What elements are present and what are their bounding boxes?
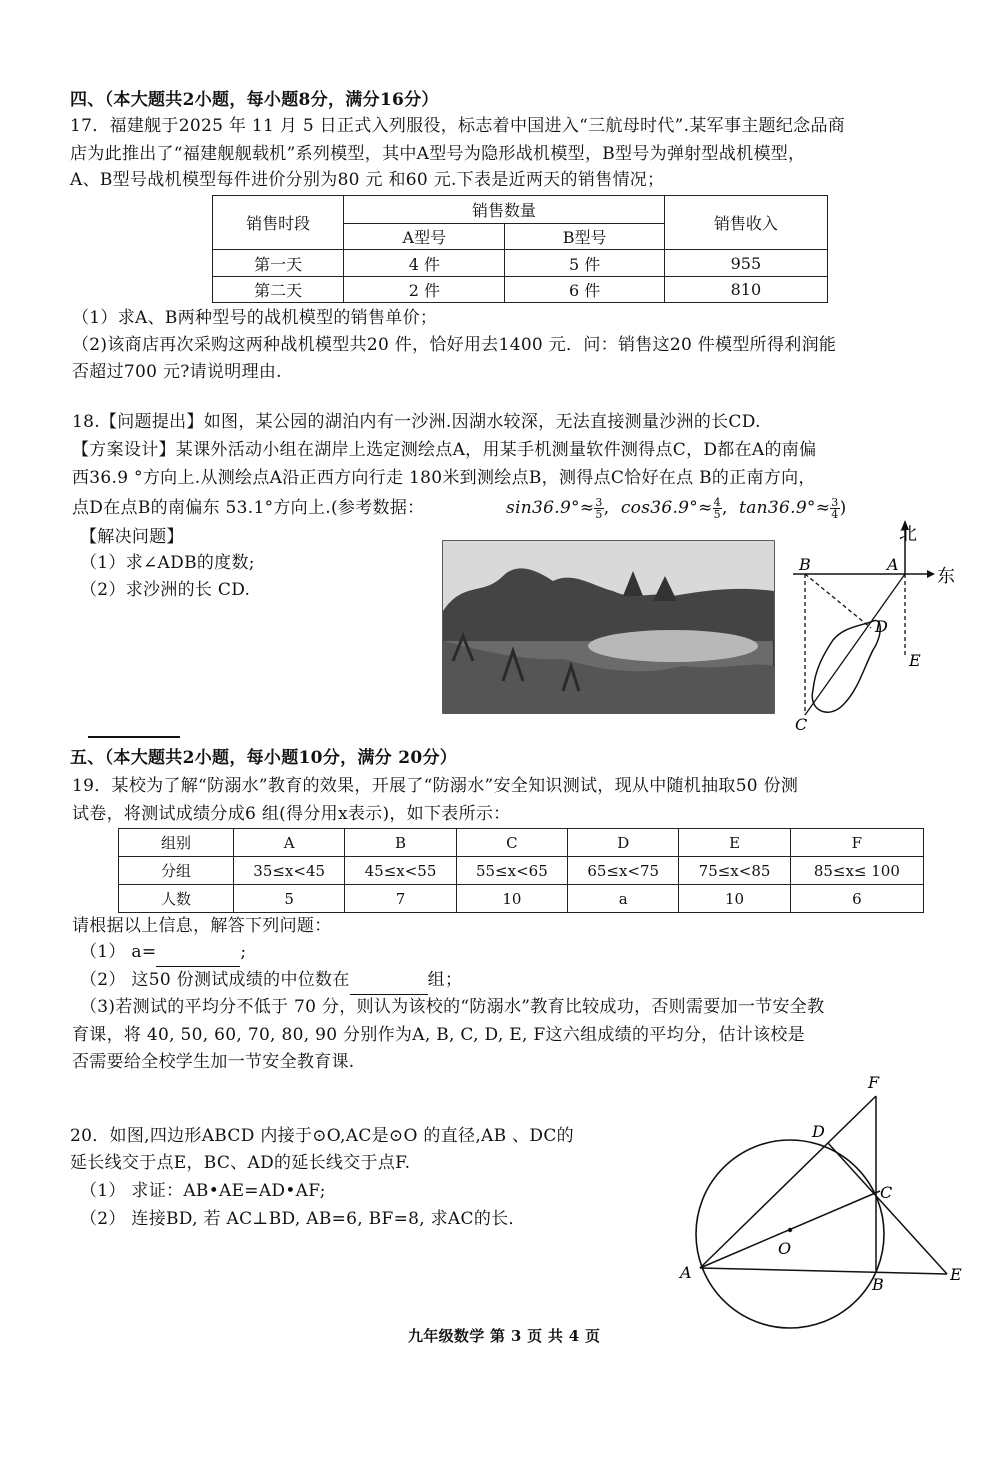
table-cell: 65≤x<75 (568, 857, 679, 885)
point-b-label: B (872, 1275, 884, 1294)
q17-sales-table (212, 195, 828, 303)
q20-line-1: 20．如图,四边形ABCD 内接于⊙O,AC是⊙O 的直径,AB 、DC的 (70, 1126, 574, 1146)
q17-sub-2-line-2: 否超过700 元?请说明理由. (72, 362, 282, 382)
point-a-label: A (887, 555, 899, 574)
table-cell: 第二天 (213, 277, 344, 303)
table-cell: 6 件 (505, 277, 664, 303)
sin-fraction: $\frac{3}{5}$ (595, 496, 603, 521)
section-5-header: 五、（本大题共2小题，每小题10分，满分 20分） (70, 748, 458, 768)
point-d-label: D (875, 617, 888, 636)
answer-blank-median[interactable] (350, 966, 428, 995)
table-row (213, 277, 828, 303)
table-cell: C (456, 829, 567, 857)
table-cell: 55≤x<65 (456, 857, 567, 885)
section-4-header: 四、（本大题共2小题，每小题8分，满分16分） (70, 90, 439, 110)
table-cell: A (234, 829, 345, 857)
table-cell: 6 (790, 885, 923, 913)
q19-score-table (118, 828, 924, 913)
table-row (119, 829, 924, 857)
q19-line-2: 试卷，将测试成绩分成6 组(得分用x表示)，如下表所示： (72, 804, 511, 824)
q20-sub-2: （2） 连接BD, 若 AC⊥BD, AB=6, BF=8, 求AC的长． (80, 1209, 526, 1229)
q19-sub-3-line-2: 育课，将 40, 50, 60, 70, 80, 90 分别作为A, B, C, D, E, F这六组成绩的平均分，估计该校是 (72, 1025, 805, 1045)
point-b-label: B (799, 555, 811, 574)
east-arrow (927, 570, 935, 578)
lake-photo (443, 541, 774, 713)
line-de (828, 1143, 947, 1274)
table-cell: a (568, 885, 679, 913)
point-a-label: A (680, 1263, 692, 1282)
divider (88, 736, 180, 738)
table-header-model-b: B型号 (505, 224, 664, 250)
east-label: 东 (937, 566, 955, 587)
q18-line-4: 点D在点B的南偏东 53.1°方向上.(参考数据： (72, 498, 425, 518)
table-cell: D (568, 829, 679, 857)
q19-sub-3-line-3: 否需要给全校学生加一节安全教育课. (72, 1052, 355, 1072)
table-row (119, 885, 924, 913)
point-f-label: F (868, 1073, 880, 1092)
line-bd (805, 574, 871, 628)
table-row-label: 人数 (119, 885, 234, 913)
q17-sub-1: （1）求A、B两种型号的战机模型的销售单价； (72, 308, 438, 328)
table-cell: 7 (345, 885, 456, 913)
q18-solve-header: 【解决问题】 (80, 527, 184, 547)
q18-reference-data: sin36.9°≈ $\frac{3}{5}$ , cos36.9°≈ $\frac{4}{5}$ , tan36.9°≈ $\frac{3}{4}$ ) (506, 496, 847, 521)
sin-label: sin36.9°≈ (506, 498, 595, 518)
tan-label: tan36.9°≈ (739, 498, 831, 518)
center-point (788, 1228, 792, 1232)
q18-sub-2: （2）求沙洲的长 CD. (80, 580, 251, 600)
table-header-revenue: 销售收入 (664, 196, 827, 250)
table-row-label: 分组 (119, 857, 234, 885)
q19-sub-3-line-1: （3)若测试的平均分不低于 70 分，则认为该校的“防溺水”教育比较成功，否则需要加一节安全教 (80, 997, 825, 1017)
answer-blank-a[interactable] (156, 938, 240, 967)
table-row-label: 组别 (119, 829, 234, 857)
point-c-label: C (795, 715, 808, 734)
table-cell: 第一天 (213, 250, 344, 277)
q18-line-2: 【方案设计】某课外活动小组在湖岸上选定测绘点A，用某手机测量软件测得点C，D都在A的南偏 (72, 440, 817, 460)
point-e-label: E (950, 1265, 962, 1284)
table-cell: 2 件 (344, 277, 505, 303)
line-ae (700, 1268, 947, 1274)
table-cell: 4 件 (344, 250, 505, 277)
table-cell: 45≤x<55 (345, 857, 456, 885)
q17-sub-2-line-1: （2)该商店再次采购这两种战机模型共20 件，恰好用去1400 元．问：销售这20 件模型所得利润能 (72, 335, 837, 355)
north-label: 北 (899, 524, 917, 545)
table-row (119, 857, 924, 885)
q19-line-1: 19．某校为了解“防溺水”教育的效果，开展了“防溺水”安全知识测试，现从中随机抽取50 份测 (72, 776, 799, 796)
table-cell: E (679, 829, 790, 857)
q17-line-3: A、B型号战机模型每件进价分别为80 元 和60 元.下表是近两天的销售情况； (70, 170, 665, 190)
q17-line-2: 店为此推出了“福建舰舰载机”系列模型，其中A型号为隐形战机模型，B型号为弹射型战机模型， (70, 144, 806, 164)
table-cell: 35≤x<45 (234, 857, 345, 885)
q18-direction-diagram (783, 510, 953, 740)
line-ac (805, 574, 905, 715)
table-cell: 10 (679, 885, 790, 913)
table-cell: F (790, 829, 923, 857)
q19-sub-1: （1） a= ; (80, 938, 246, 967)
point-d-label: D (812, 1122, 825, 1141)
q18-sub-1: （1）求∠ADB的度数; (80, 553, 255, 573)
table-cell: 75≤x<85 (679, 857, 790, 885)
q20-sub-1: （1） 求证：AB•AE=AD•AF; (80, 1181, 326, 1201)
point-e-label: E (909, 651, 921, 670)
table-cell: 5 件 (505, 250, 664, 277)
cos-label: cos36.9°≈ (620, 498, 713, 518)
table-cell: B (345, 829, 456, 857)
point-o-label: O (778, 1239, 792, 1258)
point-c-label: C (880, 1183, 893, 1202)
q18-line-1: 18.【问题提出】如图，某公园的湖泊内有一沙洲.因湖水较深，无法直接测量沙洲的长CD. (72, 412, 761, 432)
q19-prompt: 请根据以上信息，解答下列问题： (72, 916, 332, 936)
page-footer: 九年级数学 第 3 页 共 4 页 (408, 1327, 601, 1345)
q20-line-2: 延长线交于点E，BC、AD的延长线交于点F. (70, 1153, 411, 1173)
table-header-quantity: 销售数量 (344, 196, 665, 224)
sandbar-outline (812, 621, 880, 713)
circle-o (696, 1140, 884, 1328)
table-cell: 85≤x≤ 100 (790, 857, 923, 885)
table-cell: 955 (664, 250, 827, 277)
table-row (213, 250, 828, 277)
table-cell: 10 (456, 885, 567, 913)
q19-sub-2: （2） 这50 份测试成绩的中位数在 组； (80, 966, 462, 995)
table-cell: 5 (234, 885, 345, 913)
q18-line-3: 西36.9 °方向上.从测绘点A沿正西方向行走 180米到测绘点B，测得点C恰好在点 B的正南方向， (72, 468, 816, 488)
close-paren: ) (839, 498, 847, 518)
table-cell: 810 (664, 277, 827, 303)
tan-fraction: $\frac{3}{4}$ (831, 496, 839, 521)
q20-circle-diagram (672, 1068, 972, 1378)
table-header-model-a: A型号 (344, 224, 505, 250)
cos-fraction: $\frac{4}{5}$ (713, 496, 721, 521)
table-header-period: 销售时段 (213, 196, 344, 250)
q17-line-1: 17．福建舰于2025 年 11 月 5 日正式入列服役，标志着中国进入“三航母时代”.某军事主题纪念品商 (70, 116, 846, 136)
